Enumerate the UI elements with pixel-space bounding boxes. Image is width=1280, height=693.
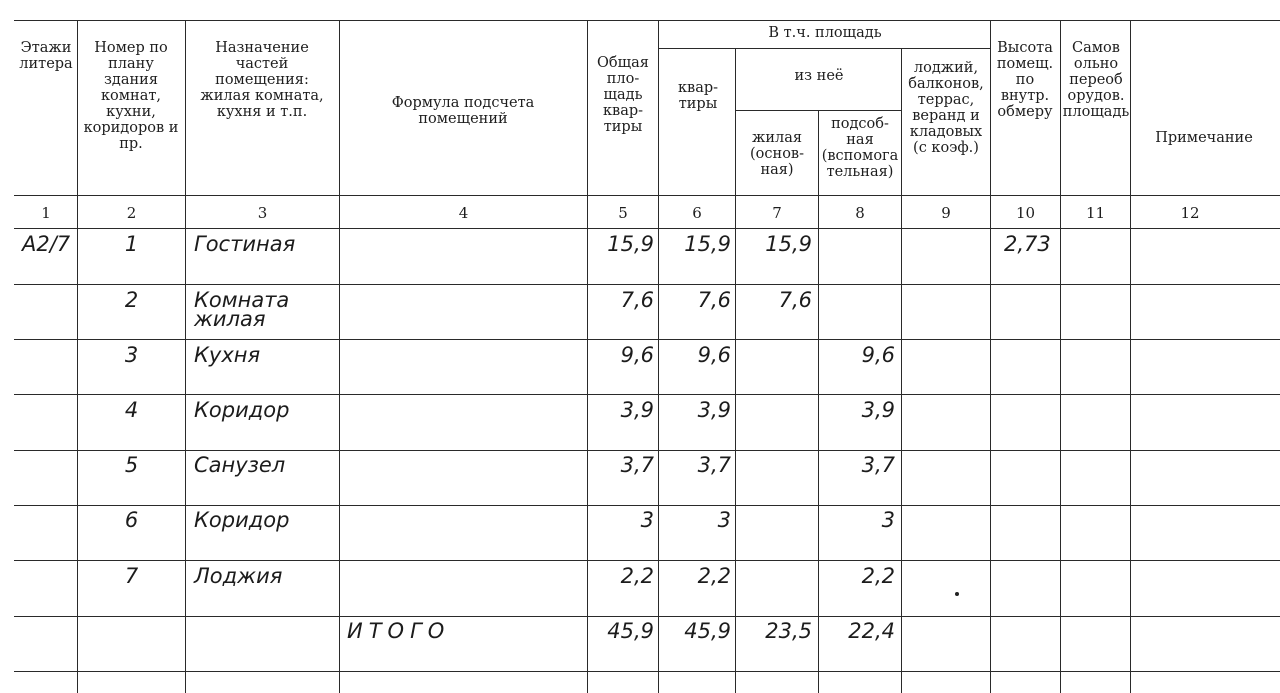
row-name: Коридор (194, 398, 290, 422)
rule-col (1060, 20, 1061, 693)
column-number: 2 (126, 204, 137, 222)
rule-row (14, 616, 1280, 617)
rule-row (14, 671, 1280, 672)
total-living-area: 23,5 (765, 619, 812, 643)
header-formula: Формула подсчета помещений (391, 95, 535, 127)
header-loggias: лоджий, балконов, террас, веранд и кладовых (с коэф.) (908, 60, 984, 156)
total-label: ИТОГО (347, 619, 451, 643)
row-number: 5 (124, 453, 139, 477)
total-flat-area: 45,9 (684, 619, 731, 643)
rule-row (14, 284, 1280, 285)
row-number: 1 (124, 232, 139, 256)
total-aux-area: 22,4 (848, 619, 895, 643)
row-total-area: 2,2 (620, 564, 654, 588)
column-number: 1 (41, 204, 51, 222)
row-total-area: 3 (640, 508, 654, 532)
column-number: 7 (772, 204, 782, 222)
row-name: Гостиная (194, 232, 296, 256)
row-name: Коридор (194, 508, 290, 532)
rule-col (1130, 20, 1131, 693)
column-number: 5 (618, 204, 628, 222)
column-number: 8 (855, 204, 865, 222)
row-name: Санузел (194, 453, 286, 477)
row-total-area: 3,9 (620, 398, 654, 422)
rule-col (990, 20, 991, 693)
row-number: 7 (124, 564, 139, 588)
rule-header-bottom (14, 195, 1280, 196)
header-plan-number: Номер по плану здания комнат, кухни, коридоров и пр. (83, 40, 179, 152)
row-number: 3 (124, 343, 139, 367)
rule-top (14, 20, 1280, 21)
column-number: 10 (1015, 204, 1036, 222)
row-flat-area: 7,6 (697, 288, 731, 312)
header-height: Высота помещ. по внутр. обмеру (996, 40, 1054, 120)
row-flat-area: 3,7 (697, 453, 731, 477)
row-name: Лоджия (194, 564, 283, 588)
rule-row (14, 394, 1280, 395)
row-flat-area: 3,9 (697, 398, 731, 422)
row-aux-area: 3,7 (861, 453, 895, 477)
row-number: 2 (124, 288, 139, 312)
column-number: 3 (257, 204, 268, 222)
row-number: 6 (124, 508, 139, 532)
row-flat-area: 3 (717, 508, 731, 532)
row-flat-area: 15,9 (684, 232, 731, 256)
row-living-area: 15,9 (765, 232, 812, 256)
row-height: 2,73 (1004, 232, 1051, 256)
header-floors: Этажи литера (19, 40, 73, 72)
header-self-reequipped: Самов ольно переоб орудов. площадь (1062, 40, 1130, 120)
column-number: 12 (1180, 204, 1200, 222)
rule-col (735, 48, 736, 693)
header-flat: квар-тиры (677, 80, 719, 112)
row-aux-area: 2,2 (861, 564, 895, 588)
total-area: 45,9 (607, 619, 654, 643)
header-note: Примечание (1155, 130, 1253, 146)
row-floor: А2/7 (22, 232, 71, 256)
row-total-area: 7,6 (620, 288, 654, 312)
ink-dot (955, 592, 959, 596)
column-number: 11 (1085, 204, 1106, 222)
header-of-it: из неё (794, 68, 844, 84)
rule-area-group (658, 48, 990, 49)
header-purpose: Назначение частей помещения: жилая комната, кухня и т.п. (200, 40, 324, 120)
column-number: 4 (458, 204, 469, 222)
row-living-area: 7,6 (778, 288, 812, 312)
row-aux-area: 3,9 (861, 398, 895, 422)
rule-numbers-bottom (14, 228, 1280, 229)
column-number: 6 (692, 204, 702, 222)
row-total-area: 15,9 (607, 232, 654, 256)
header-area-group: В т.ч. площадь (768, 25, 882, 41)
row-total-area: 9,6 (620, 343, 654, 367)
row-aux-area: 9,6 (861, 343, 895, 367)
row-flat-area: 9,6 (697, 343, 731, 367)
row-name: Комната жилая (194, 288, 290, 331)
rule-col (185, 20, 186, 693)
column-number: 9 (941, 204, 951, 222)
rule-col (339, 20, 340, 693)
header-total-area: Общая пло-щадь квар-тиры (597, 55, 649, 135)
rule-row (14, 560, 1280, 561)
header-living: жилая (основ-ная) (750, 130, 804, 178)
row-number: 4 (124, 398, 139, 422)
row-flat-area: 2,2 (697, 564, 731, 588)
row-aux-area: 3 (881, 508, 895, 532)
rule-row (14, 450, 1280, 451)
row-name: Кухня (194, 343, 261, 367)
rule-row (14, 505, 1280, 506)
header-auxiliary: подсоб-ная (вспомога тельная) (821, 116, 899, 180)
rule-row (14, 339, 1280, 340)
row-total-area: 3,7 (620, 453, 654, 477)
